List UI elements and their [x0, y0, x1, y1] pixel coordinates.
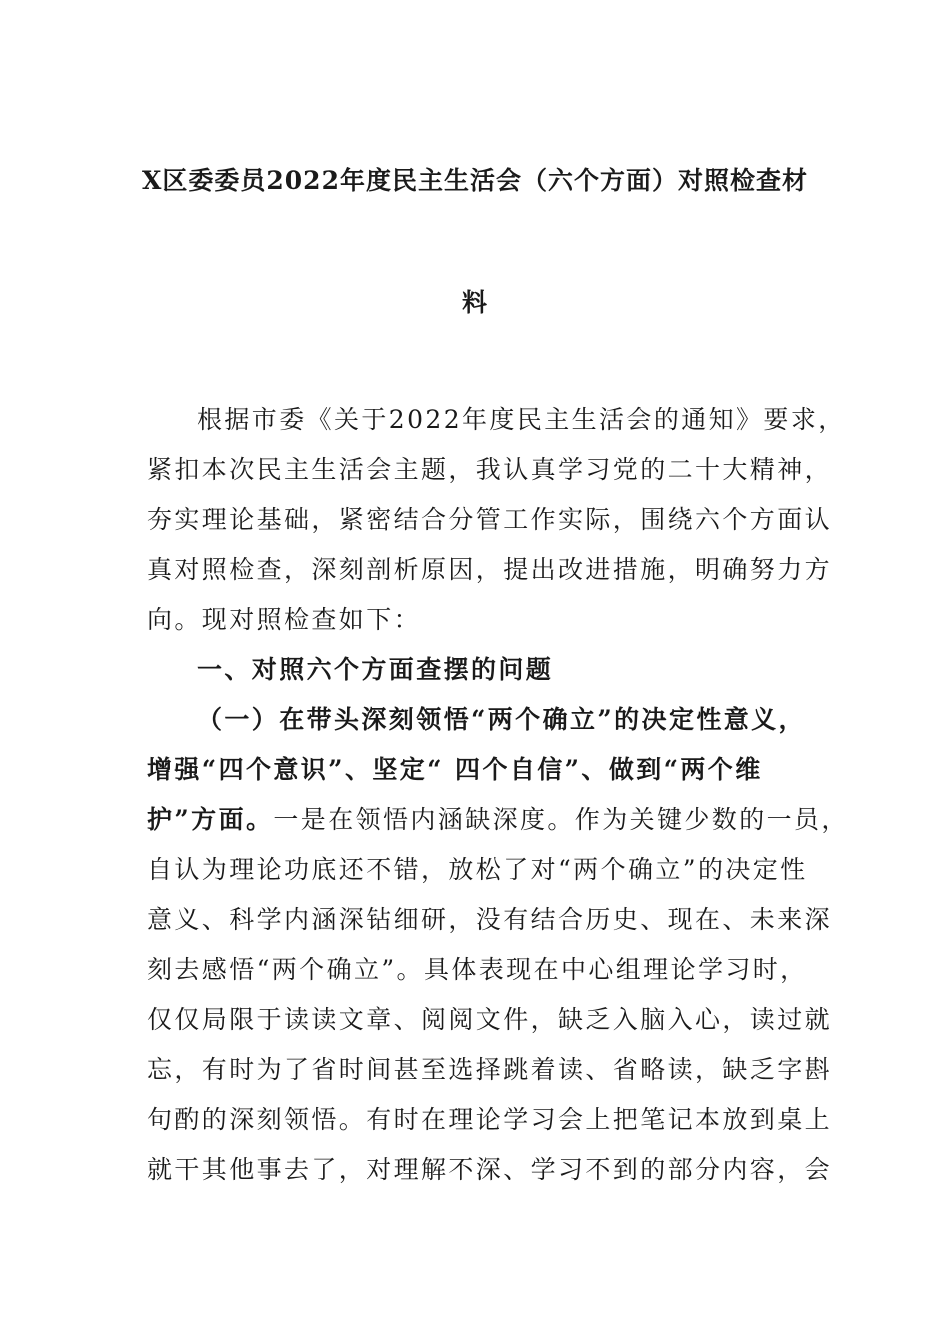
section-heading: 一、对照六个方面查摆的问题	[197, 655, 554, 684]
document-title-line-1: X区委委员2022年度民主生活会（六个方面）对照检查材	[142, 166, 808, 195]
subsection-heading-line-3	[147, 800, 849, 836]
subsection-heading-end: 护”方面。	[147, 805, 274, 834]
body-line: 自认为理论功底还不错，放松了对“两个确立”的决定性	[147, 855, 808, 884]
intro-line: 夯实理论基础，紧密结合分管工作实际，围绕六个方面认	[147, 505, 833, 534]
body-text-start: 一是在领悟内涵缺深度。作为关键少数的一员，	[273, 805, 849, 834]
body-line: 句酌的深刻领悟。有时在理论学习会上把笔记本放到桌上	[147, 1105, 833, 1134]
body-line: 就干其他事去了，对理解不深、学习不到的部分内容，会	[147, 1155, 833, 1184]
intro-line: 紧扣本次民主生活会主题，我认真学习党的二十大精神，	[147, 455, 833, 484]
subsection-heading-line-2: 增强“四个意识”、坚定“ 四个自信”、做到“两个维	[147, 755, 763, 784]
document-title-line-2: 料	[461, 288, 488, 317]
body-line: 意义、科学内涵深钻细研，没有结合历史、现在、未来深	[147, 905, 833, 934]
intro-line: 向。现对照检查如下：	[147, 605, 422, 634]
body-line: 刻去感悟“两个确立”。具体表现在中心组理论学习时，	[147, 955, 808, 984]
intro-line: 根据市委《关于2022年度民主生活会的通知》要求，	[197, 405, 846, 434]
intro-line: 真对照检查，深刻剖析原因，提出改进措施，明确努力方	[147, 555, 833, 584]
body-line: 忘，有时为了省时间甚至选择跳着读、省略读，缺乏字斟	[147, 1055, 833, 1084]
subsection-heading-line-1: （一）在带头深刻领悟“两个确立”的决定性意义，	[197, 705, 806, 734]
body-line: 仅仅局限于读读文章、阅阅文件，缺乏入脑入心，读过就	[147, 1005, 833, 1034]
